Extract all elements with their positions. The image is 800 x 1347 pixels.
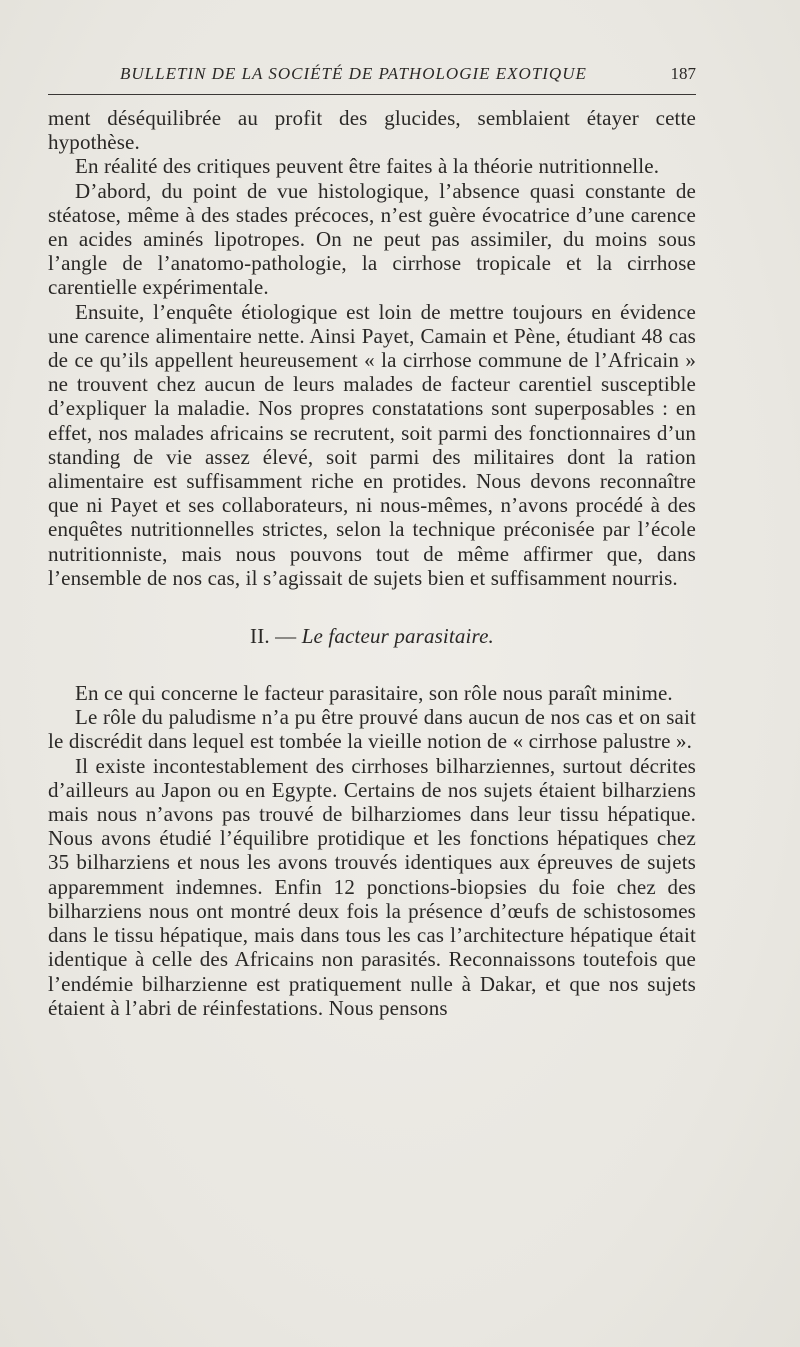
body-text xyxy=(48,106,696,1020)
paragraph: D’abord, du point de vue histologique, l’absence quasi constante de stéatose, même à des stades précoces, n’est guère évocatrice d’une carence en acides aminés lipotropes. On ne peut pas assimiler, du moins sous l’angle de l’anatomo-pathologie, la cirrhose tropicale et la cirrhose carentielle expérimentale. xyxy=(48,178,696,300)
page-number: 187 xyxy=(670,64,696,83)
paragraph: En ce qui concerne le facteur parasitaire, son rôle nous paraît minime. xyxy=(75,681,673,706)
paragraph: Il existe incontestablement des cirrhoses bilharziennes, surtout décrites d’ailleurs au Japon ou en Egypte. Certains de nos sujets étaient bilharziens mais nous n’avons pas trouvé de bilharziomes dans leur tissu hépatique. Nous avons étudié l’équilibre protidique et les fonctions hépatiques chez 35 bilharziens et nous les avons trouvés identiques aux épreuves de sujets apparemment indemnes. Enfin 12 ponctions-biopsies du foie chez des bilharziens nous ont montré deux fois la présence d’œufs de schistosomes dans le tissu hépatique, mais dans tous les cas l’architecture hépatique était identique à celle des Africains non parasités. Reconnaissons toutefois que l’endémie bilharzienne est pratiquement nulle à Dakar, et que nos sujets étaient à l’abri de réinfestations. Nous pensons xyxy=(48,753,696,1020)
section-label: Le facteur parasitaire. xyxy=(301,624,494,649)
section-number: II. — xyxy=(250,624,297,649)
paragraph: Le rôle du paludisme n’a pu être prouvé dans aucun de nos cas et on sait le discrédit dans lequel est tombée la vieille notion de « cirrhose palustre ». xyxy=(48,705,696,754)
running-title: BULLETIN DE LA SOCIÉTÉ DE PATHOLOGIE EXOTIQUE xyxy=(120,64,587,83)
header-rule xyxy=(48,94,696,95)
section-heading xyxy=(48,624,696,648)
paragraph: ment déséquilibrée au profit des glucides, semblaient étayer cette hypothèse. xyxy=(48,106,696,155)
page-header xyxy=(48,64,696,90)
paragraph: Ensuite, l’enquête étiologique est loin de mettre toujours en évidence une carence alimentaire nette. Ainsi Payet, Camain et Pène, étudiant 48 cas de ce qu’ils appellent heureusement « la cirrhose commune de l’Africain » ne trouvent chez aucun de leurs malades de facteur carentiel susceptible d’expliquer la maladie. Nos propres constatations sont superposables : en effet, nos malades africains se recrutent, soit parmi des fonctionnaires d’un standing de vie assez élevé, soit parmi des militaires dont la ration alimentaire est suffisamment riche en protides. Nous devons reconnaître que ni Payet et ses collaborateurs, ni nous-mêmes, n’avons procédé à des enquêtes nutritionnelles strictes, selon la technique préconisée par l’école nutritionniste, mais nous pouvons tout de même affirmer que, dans l’ensemble de nos cas, il s’agissait de sujets bien et suffisamment nourris. xyxy=(48,299,696,590)
paragraph: En réalité des critiques peuvent être faites à la théorie nutritionnelle. xyxy=(75,154,660,179)
